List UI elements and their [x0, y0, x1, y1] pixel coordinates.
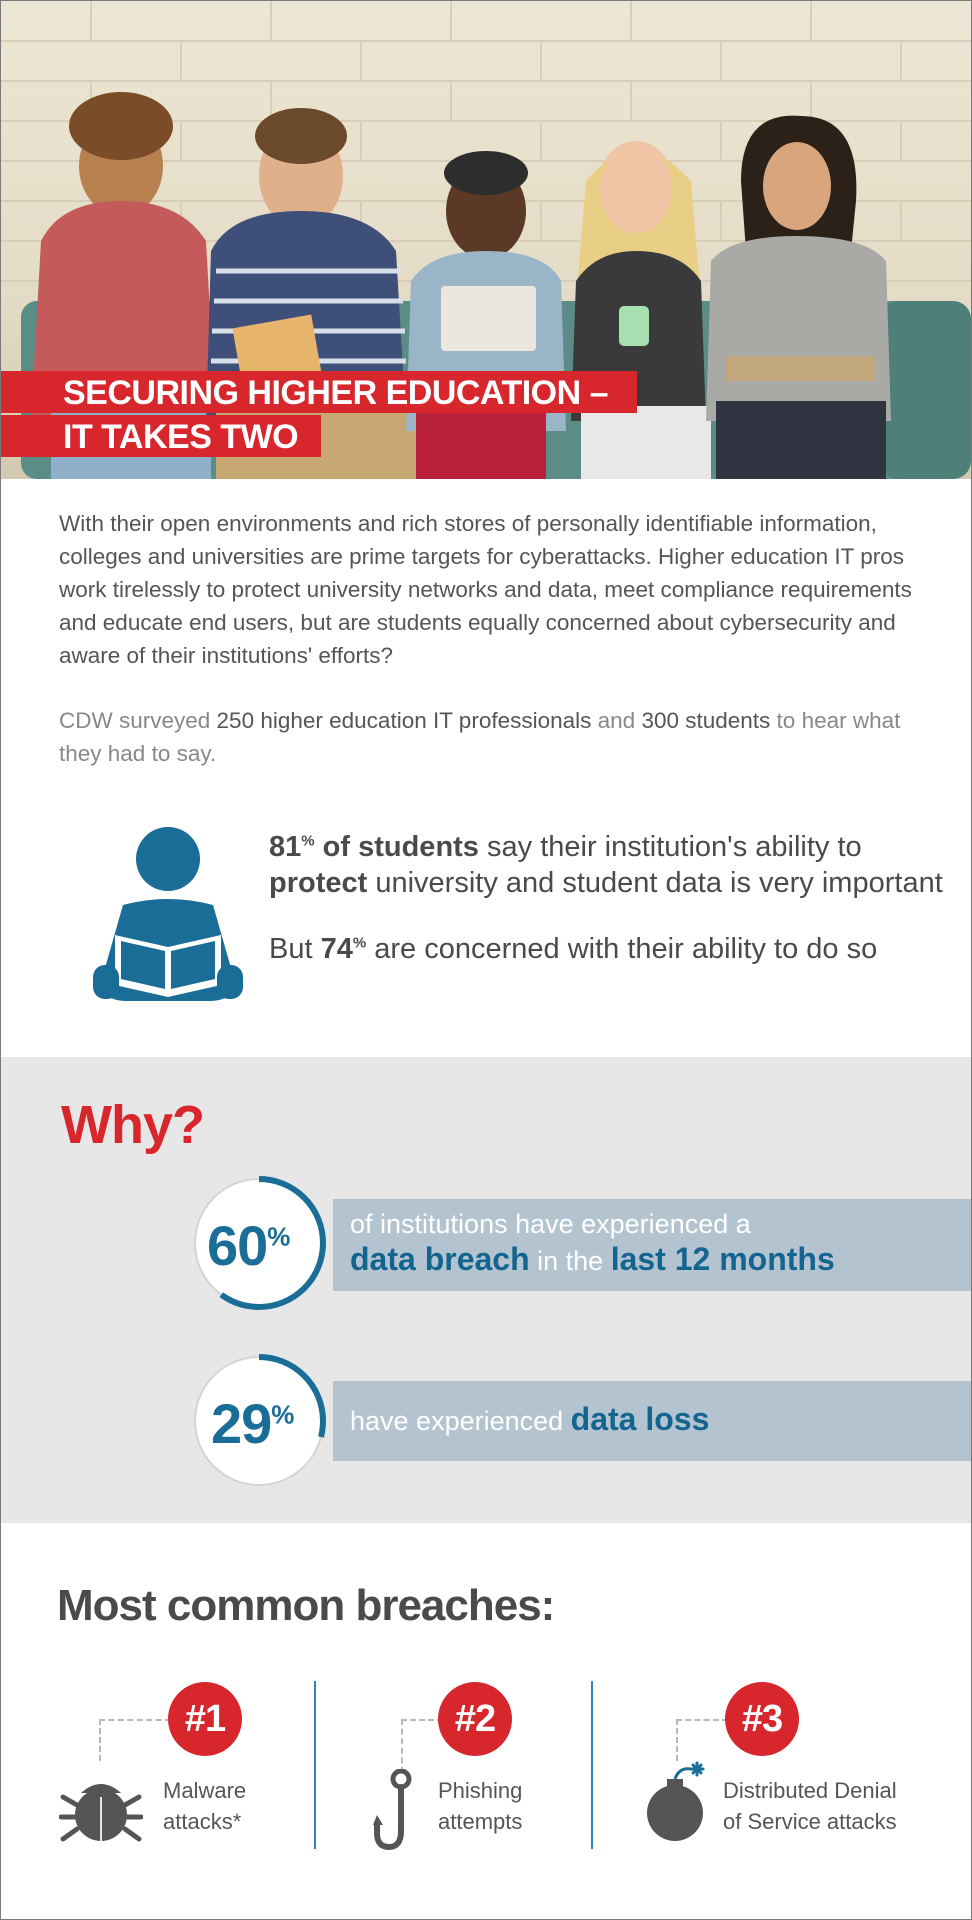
stat-60-value [207, 1213, 289, 1278]
survey-prefix: CDW surveyed [59, 708, 217, 733]
student-stat-main [269, 829, 949, 901]
why-title: Why? [61, 1095, 204, 1155]
stat-29-text [350, 1401, 709, 1438]
student-concern [269, 931, 949, 967]
stat-60-bold2: last 12 months [610, 1241, 835, 1277]
breach-2-line2: attempts [438, 1809, 523, 1834]
rank-badge-2: #2 [438, 1682, 512, 1756]
hero-photo [1, 1, 971, 479]
breaches-title: Most common breaches: [57, 1581, 555, 1630]
bomb-icon [645, 1761, 715, 1843]
breach-2-line1: Phishing [438, 1778, 523, 1803]
breach-label-3 [723, 1775, 897, 1837]
title-band-line2 [1, 415, 321, 457]
concern-value: 74 [320, 933, 353, 965]
breach-3-line1: Distributed Denial [723, 1778, 897, 1803]
survey-text [59, 704, 929, 770]
student-stat-percent: % [301, 832, 315, 850]
page-title-line2: IT TAKES TWO [63, 418, 299, 456]
bug-icon [59, 1769, 143, 1845]
student-stat-text1: say their institution's ability to [478, 831, 862, 863]
breach-1-line2: attacks* [163, 1809, 242, 1834]
column-divider-1 [314, 1681, 316, 1849]
stat-29-value [211, 1391, 293, 1456]
survey-it-pros: 250 higher education IT professionals [216, 708, 592, 733]
student-stat-text2: university and student data is very important [367, 867, 943, 899]
breach-1-line1: Malware [163, 1778, 247, 1803]
page-title-line1: SECURING HIGHER EDUCATION – [63, 374, 609, 412]
stat-60-line1: of institutions have experienced a [350, 1209, 751, 1239]
column-divider-2 [591, 1681, 593, 1849]
stat-60-percent: % [267, 1221, 290, 1252]
breach-label-2 [438, 1775, 522, 1837]
stat-60-bold1: data breach [350, 1241, 530, 1277]
intro-text [59, 507, 929, 672]
stat-29-prefix: have experienced [350, 1406, 571, 1436]
concern-prefix: But [269, 933, 321, 965]
student-stat-label: of students [314, 831, 479, 863]
survey-and: and [591, 708, 642, 733]
leader-line-2 [401, 1719, 443, 1773]
leader-line-1 [99, 1719, 171, 1761]
concern-text: are concerned with their ability to do so [366, 933, 878, 965]
stat-29-percent: % [271, 1399, 294, 1430]
stat-60-number: 60 [207, 1214, 268, 1277]
breach-label-1 [163, 1775, 246, 1837]
concern-percent: % [352, 934, 367, 952]
survey-suffix: to hear what they had to say. [59, 708, 901, 766]
stat-29-bar [333, 1381, 971, 1461]
student-reading-icon [93, 825, 243, 1005]
student-stat [269, 829, 949, 967]
stat-29-number: 29 [211, 1392, 272, 1455]
rank-badge-1: #1 [168, 1682, 242, 1756]
student-stat-value: 81 [269, 831, 302, 863]
rank-badge-3: #3 [725, 1682, 799, 1756]
student-stat-protect: protect [269, 867, 368, 899]
stat-60-bar [333, 1199, 971, 1291]
intro-paragraph: With their open environments and rich stores of personally identifiable information, colleges and universities are prime targets for cyberattacks. Higher education IT pros work tirelessly to protect university networks and data, meet compliance requirements and educate end users, but are students equally concerned about cybersecurity and aware of their institutions' efforts? [59, 511, 912, 668]
breach-3-line2: of Service attacks [723, 1809, 897, 1834]
leader-line-3 [676, 1719, 728, 1761]
title-band-line1 [1, 371, 637, 413]
survey-students: 300 students [641, 708, 771, 733]
stat-60-line2 [350, 1241, 835, 1278]
stat-29-bold: data loss [570, 1401, 710, 1437]
hook-icon [373, 1769, 419, 1851]
stat-60-mid: in the [529, 1246, 611, 1276]
